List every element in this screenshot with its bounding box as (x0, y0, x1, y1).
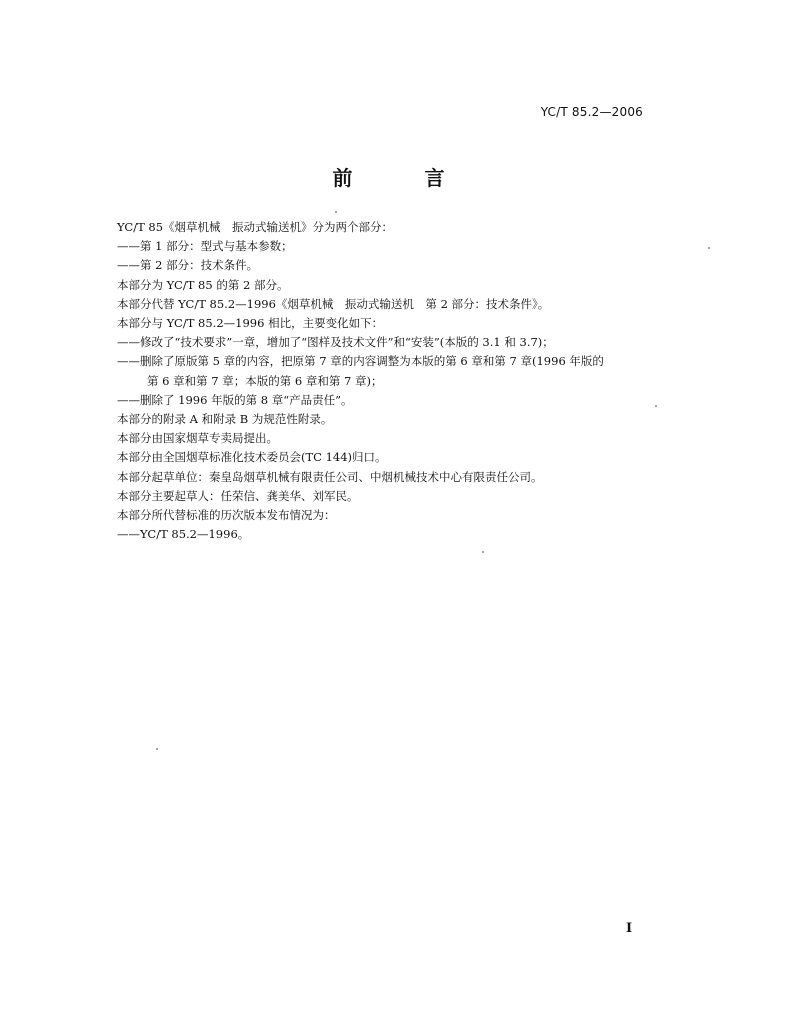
page-title: 前 言 (332, 166, 471, 190)
paragraph-line: ——删除了 1996 年版的第 8 章“产品责任”。 (117, 392, 353, 407)
paragraph-line: 本部分所代替标准的历次版本发布情况为： (117, 508, 336, 523)
paragraph-line: 本部分与 YC/T 85.2—1996 相比，主要变化如下： (117, 316, 384, 331)
paragraph-line: ——删除了原版第 5 章的内容，把原第 7 章的内容调整为本版的第 6 章和第 7 章(1996 年版的 (117, 354, 604, 369)
paragraph-line: 第 6 章和第 7 章；本版的第 6 章和第 7 章)； (147, 373, 383, 388)
paragraph-line: 本部分代替 YC/T 85.2—1996《烟草机械 振动式输送机 第 2 部分：技术条件》。 (117, 296, 550, 311)
scan-speck (708, 247, 710, 249)
paragraph-line: YC/T 85《烟草机械 振动式输送机》分为两个部分： (117, 220, 394, 234)
scan-speck (335, 211, 337, 213)
scan-speck (156, 748, 158, 750)
paragraph-line: ——修改了“技术要求”一章，增加了“图样及技术文件”和“安装”(本版的 3.1 和 3.7)； (117, 335, 554, 350)
paragraph-line: ——YC/T 85.2—1996。 (117, 527, 250, 542)
paragraph-line: 本部分由全国烟草标准化技术委员会(TC 144)归口。 (117, 450, 387, 465)
paragraph-line: ——第 1 部分：型式与基本参数； (117, 239, 293, 254)
foreword-body (117, 218, 662, 544)
paragraph-line: 本部分起草单位：秦皇岛烟草机械有限责任公司、中烟机械技术中心有限责任公司。 (117, 469, 543, 484)
paragraph-line: ——第 2 部分：技术条件。 (117, 258, 259, 273)
standard-code: YC/T 85.2—2006 (540, 105, 643, 119)
paragraph-line: 本部分的附录 A 和附录 B 为规范性附录。 (117, 412, 333, 427)
page-number: I (626, 921, 633, 936)
scan-speck (655, 405, 657, 407)
paragraph-line: 本部分主要起草人：任荣信、龚美华、刘军民。 (117, 488, 359, 503)
paragraph-line: 本部分为 YC/T 85 的第 2 部分。 (117, 277, 289, 292)
scan-speck (482, 551, 484, 553)
paragraph-line: 本部分由国家烟草专卖局提出。 (117, 431, 278, 446)
